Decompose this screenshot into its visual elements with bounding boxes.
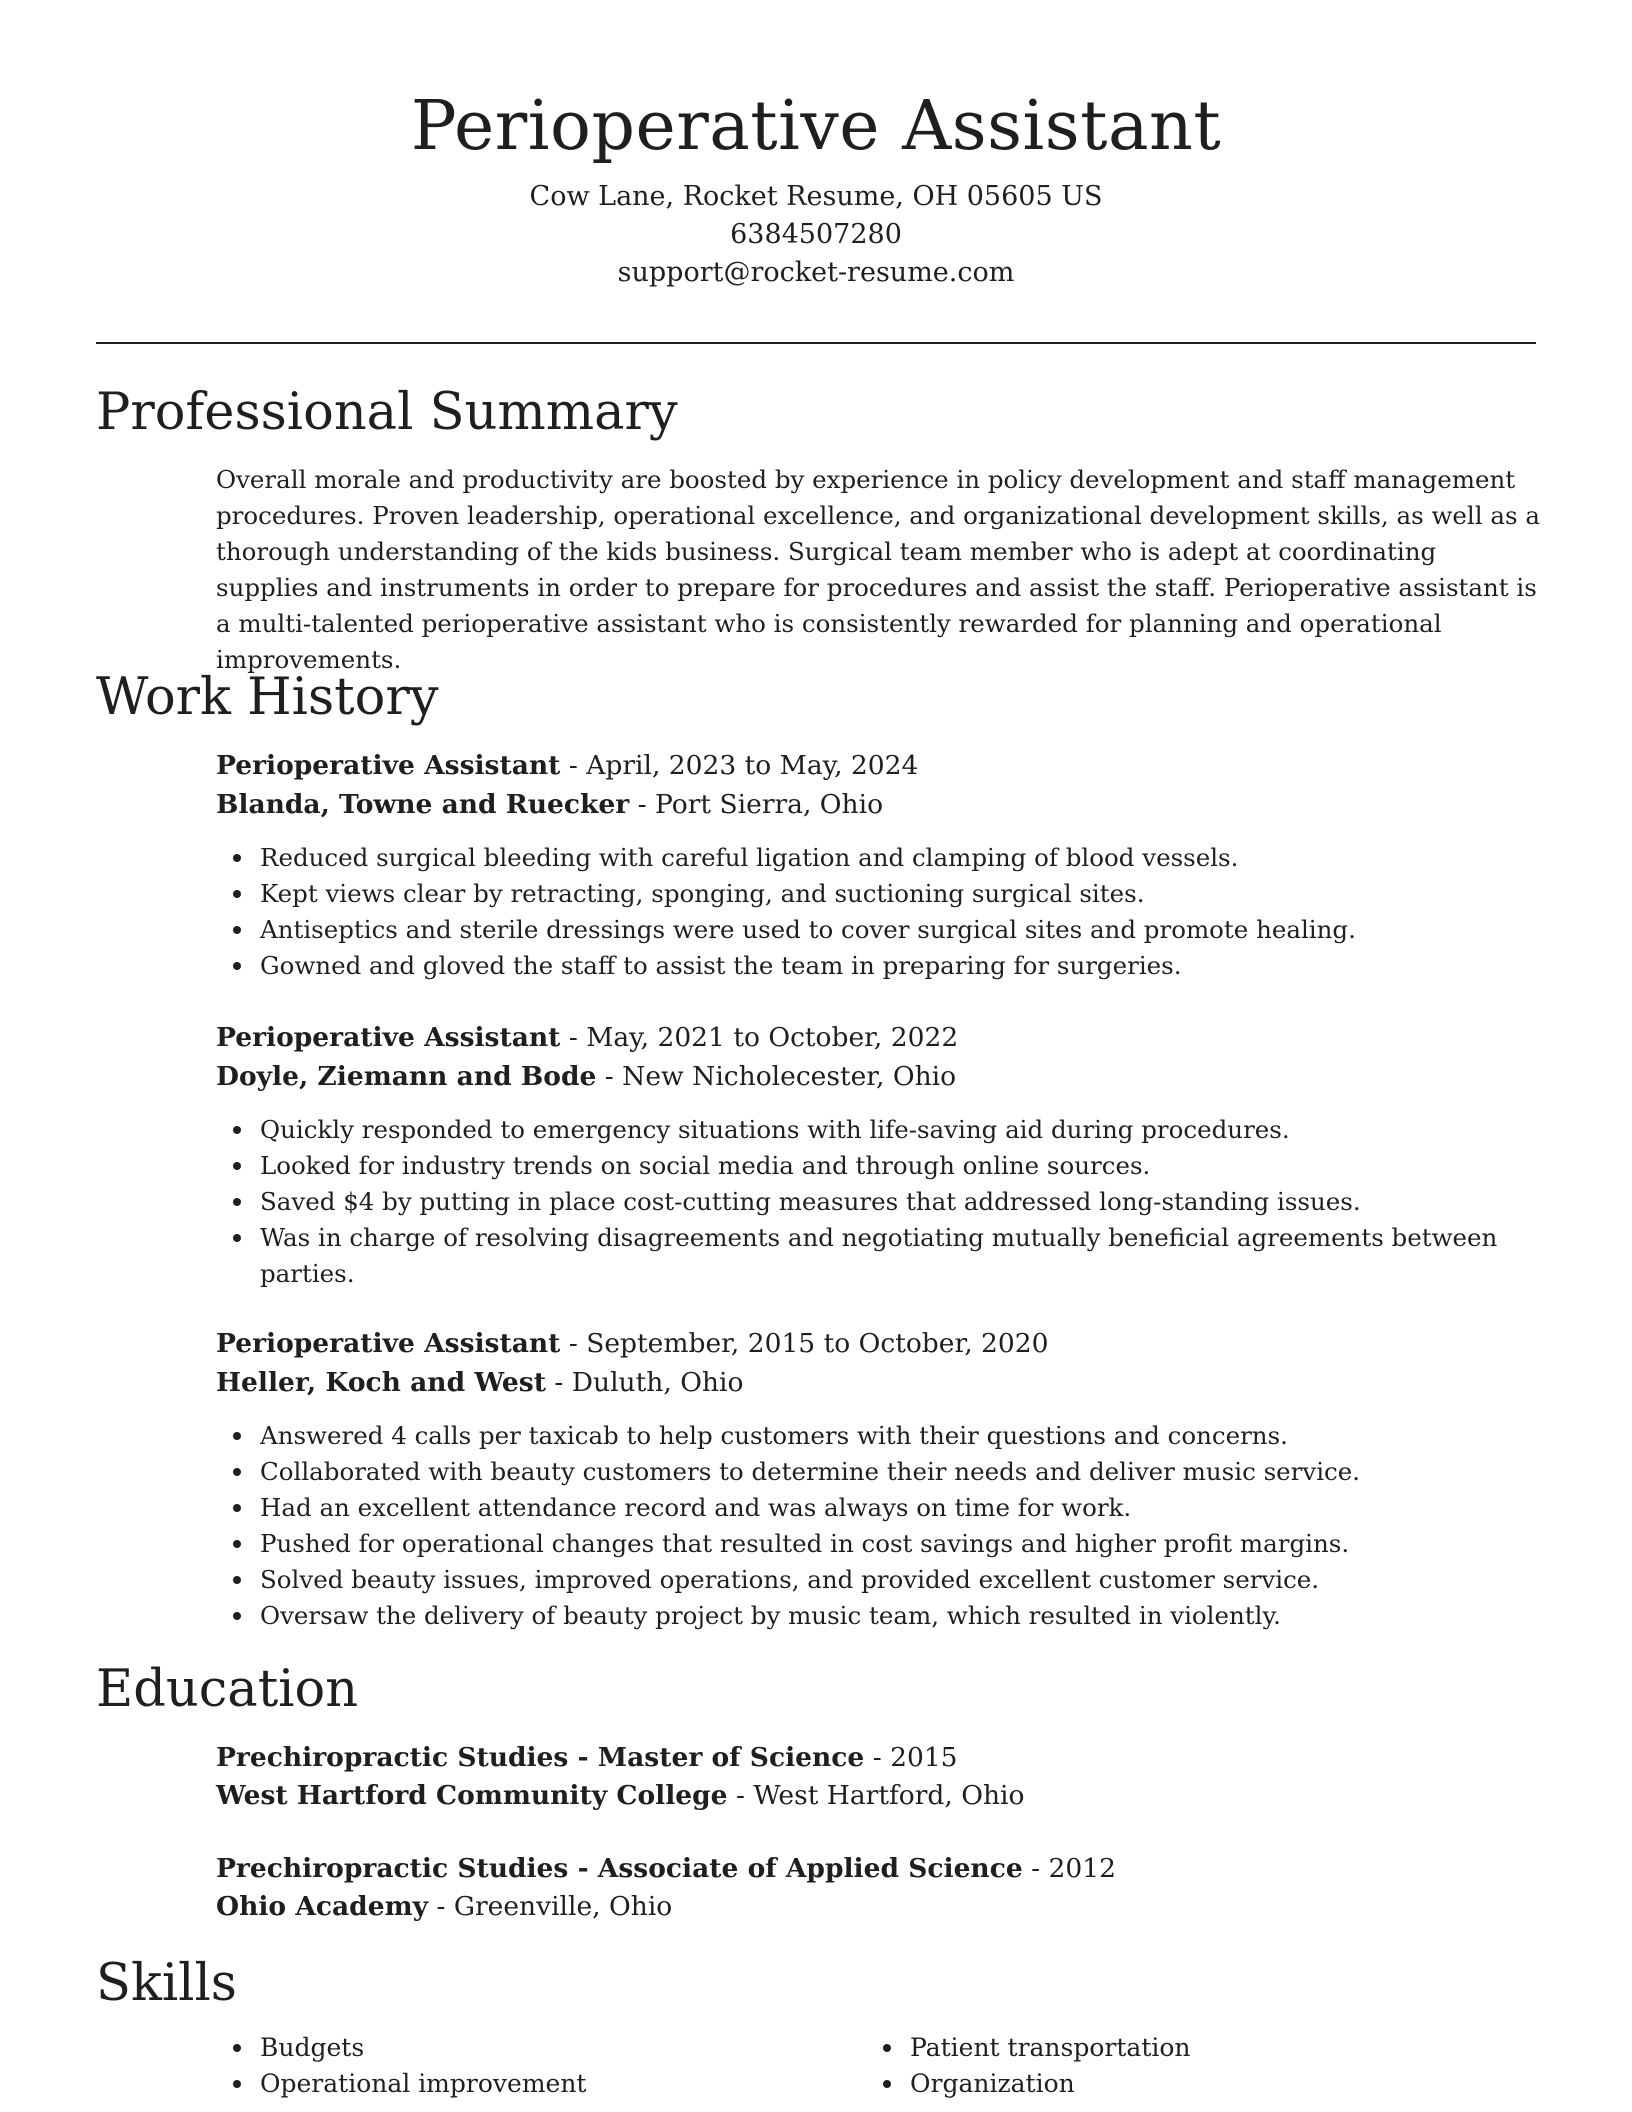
email: support@rocket-resume.com (617, 257, 1015, 288)
list-item: Quickly responded to emergency situations with life-saving aid during procedures. (260, 1112, 1560, 1148)
degree: Prechiropractic Studies - Associate of Applied Science (216, 1853, 1023, 1884)
job-location: - Duluth, Ohio (554, 1367, 744, 1398)
job-location: - Port Sierra, Ohio (637, 789, 884, 820)
list-item: Collaborated with beauty customers to determine their needs and deliver music service. (260, 1454, 1560, 1490)
list-item: Saved $4 by putting in place cost-cutting measures that addressed long-standing issues. (260, 1184, 1560, 1220)
skill-item: Patient transportation (910, 2030, 1191, 2066)
job-duties-list (216, 840, 1560, 984)
job-location: - New Nicholecester, Ohio (604, 1061, 957, 1092)
list-item: Looked for industry trends on social media and through online sources. (260, 1148, 1560, 1184)
work-history-heading: Work History (96, 668, 439, 727)
school-name: West Hartford Community College (216, 1780, 728, 1811)
school-name: Ohio Academy (216, 1891, 429, 1922)
list-item: Antiseptics and sterile dressings were used to cover surgical sites and promote healing. (260, 912, 1560, 948)
job-company: Doyle, Ziemann and Bode (216, 1061, 597, 1092)
education-heading: Education (96, 1660, 359, 1719)
resume-header (0, 86, 1632, 292)
skills-list-left (216, 2030, 586, 2102)
skill-item: Budgets (260, 2030, 586, 2066)
education-school-line (216, 1777, 1536, 1815)
skills-list-right (866, 2030, 1191, 2102)
job-company: Blanda, Towne and Ruecker (216, 789, 630, 820)
job-company-line (216, 1058, 1536, 1096)
list-item: Reduced surgical bleeding with careful ligation and clamping of blood vessels. (260, 840, 1560, 876)
summary-heading: Professional Summary (96, 383, 678, 442)
education-degree-line (216, 1739, 1536, 1777)
header-divider (96, 342, 1536, 344)
education-degree-line (216, 1850, 1536, 1888)
job-title-line (216, 747, 1536, 785)
list-item: Had an excellent attendance record and was always on time for work. (260, 1490, 1560, 1526)
list-item: Pushed for operational changes that resulted in cost savings and higher profit margins. (260, 1526, 1560, 1562)
job-company: Heller, Koch and West (216, 1367, 546, 1398)
job-position: Perioperative Assistant (216, 750, 561, 781)
education-school-line (216, 1888, 1536, 1926)
school-location: - Greenville, Ohio (436, 1891, 673, 1922)
candidate-name: Perioperative Assistant (410, 87, 1222, 166)
summary-text: Overall morale and productivity are boosted by experience in policy development and staff management procedures. Proven leadership, operational excellence, and organizational development skills, as well as a thorough understanding of the kids business. Surgical team member who is adept at coordinating supplies and instruments in order to prepare for procedures and assist the staff. Perioperative assistant is a multi-talented perioperative assistant who is consistently rewarded for planning and operational improvements. (216, 465, 1540, 674)
contact-info (0, 178, 1632, 292)
job-duties-list (216, 1418, 1560, 1634)
job-title-line (216, 1325, 1536, 1363)
job-dates: - April, 2023 to May, 2024 (568, 750, 919, 781)
job-position: Perioperative Assistant (216, 1022, 561, 1053)
list-item: Gowned and gloved the staff to assist the team in preparing for surgeries. (260, 948, 1560, 984)
school-location: - West Hartford, Ohio (735, 1780, 1025, 1811)
address: Cow Lane, Rocket Resume, OH 05605 US (529, 181, 1103, 212)
graduation-year: - 2012 (1031, 1853, 1116, 1884)
job-title-line (216, 1019, 1536, 1057)
skills-heading: Skills (96, 1954, 237, 2013)
skill-item: Operational improvement (260, 2066, 586, 2102)
list-item: Kept views clear by retracting, sponging, and suctioning surgical sites. (260, 876, 1560, 912)
skill-item: Organization (910, 2066, 1191, 2102)
graduation-year: - 2015 (872, 1742, 958, 1773)
job-position: Perioperative Assistant (216, 1328, 561, 1359)
list-item: Was in charge of resolving disagreements and negotiating mutually beneficial agreements between parties. (260, 1220, 1560, 1292)
job-dates: - May, 2021 to October, 2022 (568, 1022, 959, 1053)
job-company-line (216, 786, 1536, 824)
list-item: Oversaw the delivery of beauty project by music team, which resulted in violently. (260, 1598, 1560, 1634)
list-item: Answered 4 calls per taxicab to help customers with their questions and concerns. (260, 1418, 1560, 1454)
phone: 6384507280 (730, 219, 902, 250)
job-duties-list (216, 1112, 1560, 1292)
degree: Prechiropractic Studies - Master of Science (216, 1742, 865, 1773)
list-item: Solved beauty issues, improved operations, and provided excellent customer service. (260, 1562, 1560, 1598)
job-company-line (216, 1364, 1536, 1402)
job-dates: - September, 2015 to October, 2020 (568, 1328, 1049, 1359)
